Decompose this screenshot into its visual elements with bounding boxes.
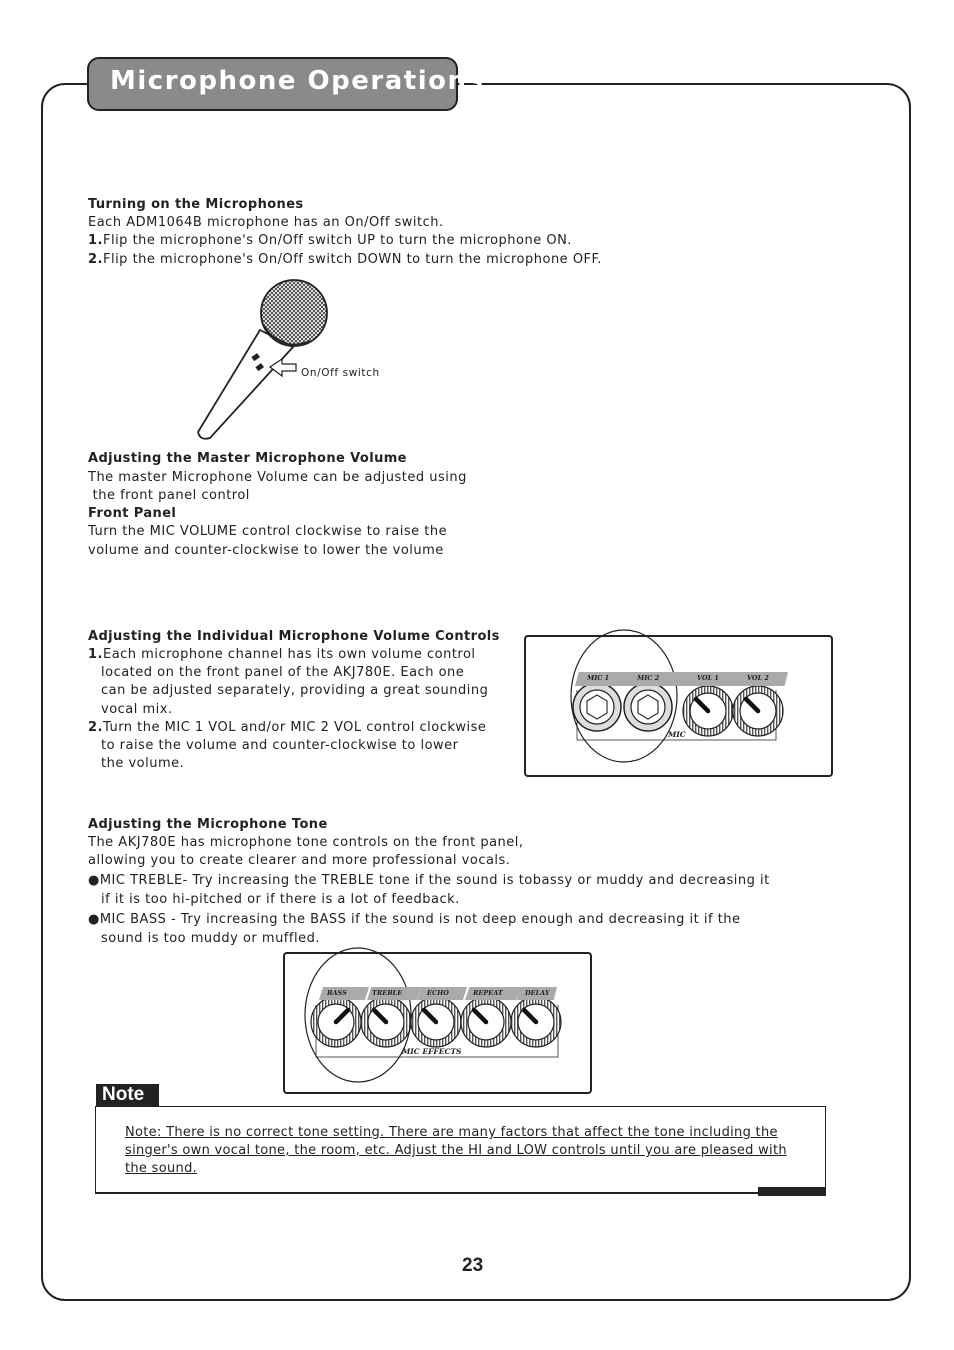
master-volume-line-2: the front panel control <box>88 488 250 503</box>
microphone-illustration <box>190 275 340 445</box>
tone-line-1: The AKJ780E has microphone tone controls on the front panel, <box>88 835 524 850</box>
individual-volume-heading: Adjusting the Individual Microphone Volume Controls <box>88 629 500 644</box>
turning-on-step-1: 1.Flip the microphone's On/Off switch UP to turn the microphone ON. <box>88 233 572 248</box>
echo-knob-icon <box>411 997 461 1047</box>
treble-bullet-line-2: if it is too hi-pitched or if there is a lot of feedback. <box>101 892 460 907</box>
mic-effects-panel-drawing <box>283 945 592 1095</box>
front-panel-line-1: Turn the MIC VOLUME control clockwise to raise the <box>88 524 448 539</box>
note-corner-bar <box>758 1187 826 1196</box>
bass-bullet-line-1: ●MIC BASS - Try increasing the BASS if the sound is not deep enough and decreasing it if the <box>88 912 741 927</box>
mic-volume-panel-drawing <box>524 628 833 778</box>
individual-step-1-line-2: located on the front panel of the AKJ780E. Each one <box>101 665 465 680</box>
master-volume-heading: Adjusting the Master Microphone Volume <box>88 451 407 466</box>
tone-heading: Adjusting the Microphone Tone <box>88 817 328 832</box>
bass-bullet-line-2: sound is too muddy or muffled. <box>101 931 320 946</box>
master-volume-line-1: The master Microphone Volume can be adjusted using <box>88 470 467 485</box>
page-title: Microphone Operations <box>110 66 485 96</box>
note-line-2: singer's own vocal tone, the room, etc. Adjust the HI and LOW controls until you are pleased with <box>125 1143 787 1158</box>
bass-knob-icon <box>311 997 361 1047</box>
treble-label: TREBLE <box>372 989 403 997</box>
mic-group-label: MIC <box>668 730 686 739</box>
turning-on-intro: Each ADM1064B microphone has an On/Off switch. <box>88 215 444 230</box>
individual-step-1-line-4: vocal mix. <box>101 702 173 717</box>
vol-1-label: VOL 1 <box>697 674 719 682</box>
front-panel-line-2: volume and counter-clockwise to lower the volume <box>88 543 444 558</box>
tone-line-2: allowing you to create clearer and more professional vocals. <box>88 853 511 868</box>
repeat-knob-icon <box>461 997 511 1047</box>
page-number: 23 <box>462 1255 484 1276</box>
bass-label: BASS <box>327 989 347 997</box>
individual-step-1-line-1: 1.Each microphone channel has its own volume control <box>88 647 476 662</box>
treble-bullet-line-1: ●MIC TREBLE- Try increasing the TREBLE tone if the sound is tobassy or muddy and decreasing it <box>88 873 770 888</box>
individual-step-1-line-3: can be adjusted separately, providing a great sounding <box>101 683 489 698</box>
turning-on-step-2: 2.Flip the microphone's On/Off switch DOWN to turn the microphone OFF. <box>88 252 603 267</box>
delay-label: DELAY <box>525 989 550 997</box>
echo-label: ECHO <box>427 989 449 997</box>
vol-2-label: VOL 2 <box>747 674 769 682</box>
turning-on-heading: Turning on the Microphones <box>88 197 304 212</box>
mic-effects-label: MIC EFFECTS <box>402 1047 462 1056</box>
delay-knob-icon <box>511 997 561 1047</box>
repeat-label: REPEAT <box>473 989 503 997</box>
on-off-switch-label: On/Off switch <box>301 367 380 379</box>
front-panel-heading: Front Panel <box>88 506 177 521</box>
note-line-1: Note: There is no correct tone setting. There are many factors that affect the tone including the <box>125 1125 778 1140</box>
note-line-3: the sound. <box>125 1161 198 1176</box>
note-label: Note <box>96 1084 159 1106</box>
individual-step-2-line-1: 2.Turn the MIC 1 VOL and/or MIC 2 VOL control clockwise <box>88 720 487 735</box>
individual-step-2-line-2: to raise the volume and counter-clockwise to lower <box>101 738 459 753</box>
mic-1-label: MIC 1 <box>587 674 610 682</box>
individual-step-2-line-3: the volume. <box>101 756 185 771</box>
mic-2-label: MIC 2 <box>637 674 660 682</box>
treble-knob-icon <box>361 997 411 1047</box>
